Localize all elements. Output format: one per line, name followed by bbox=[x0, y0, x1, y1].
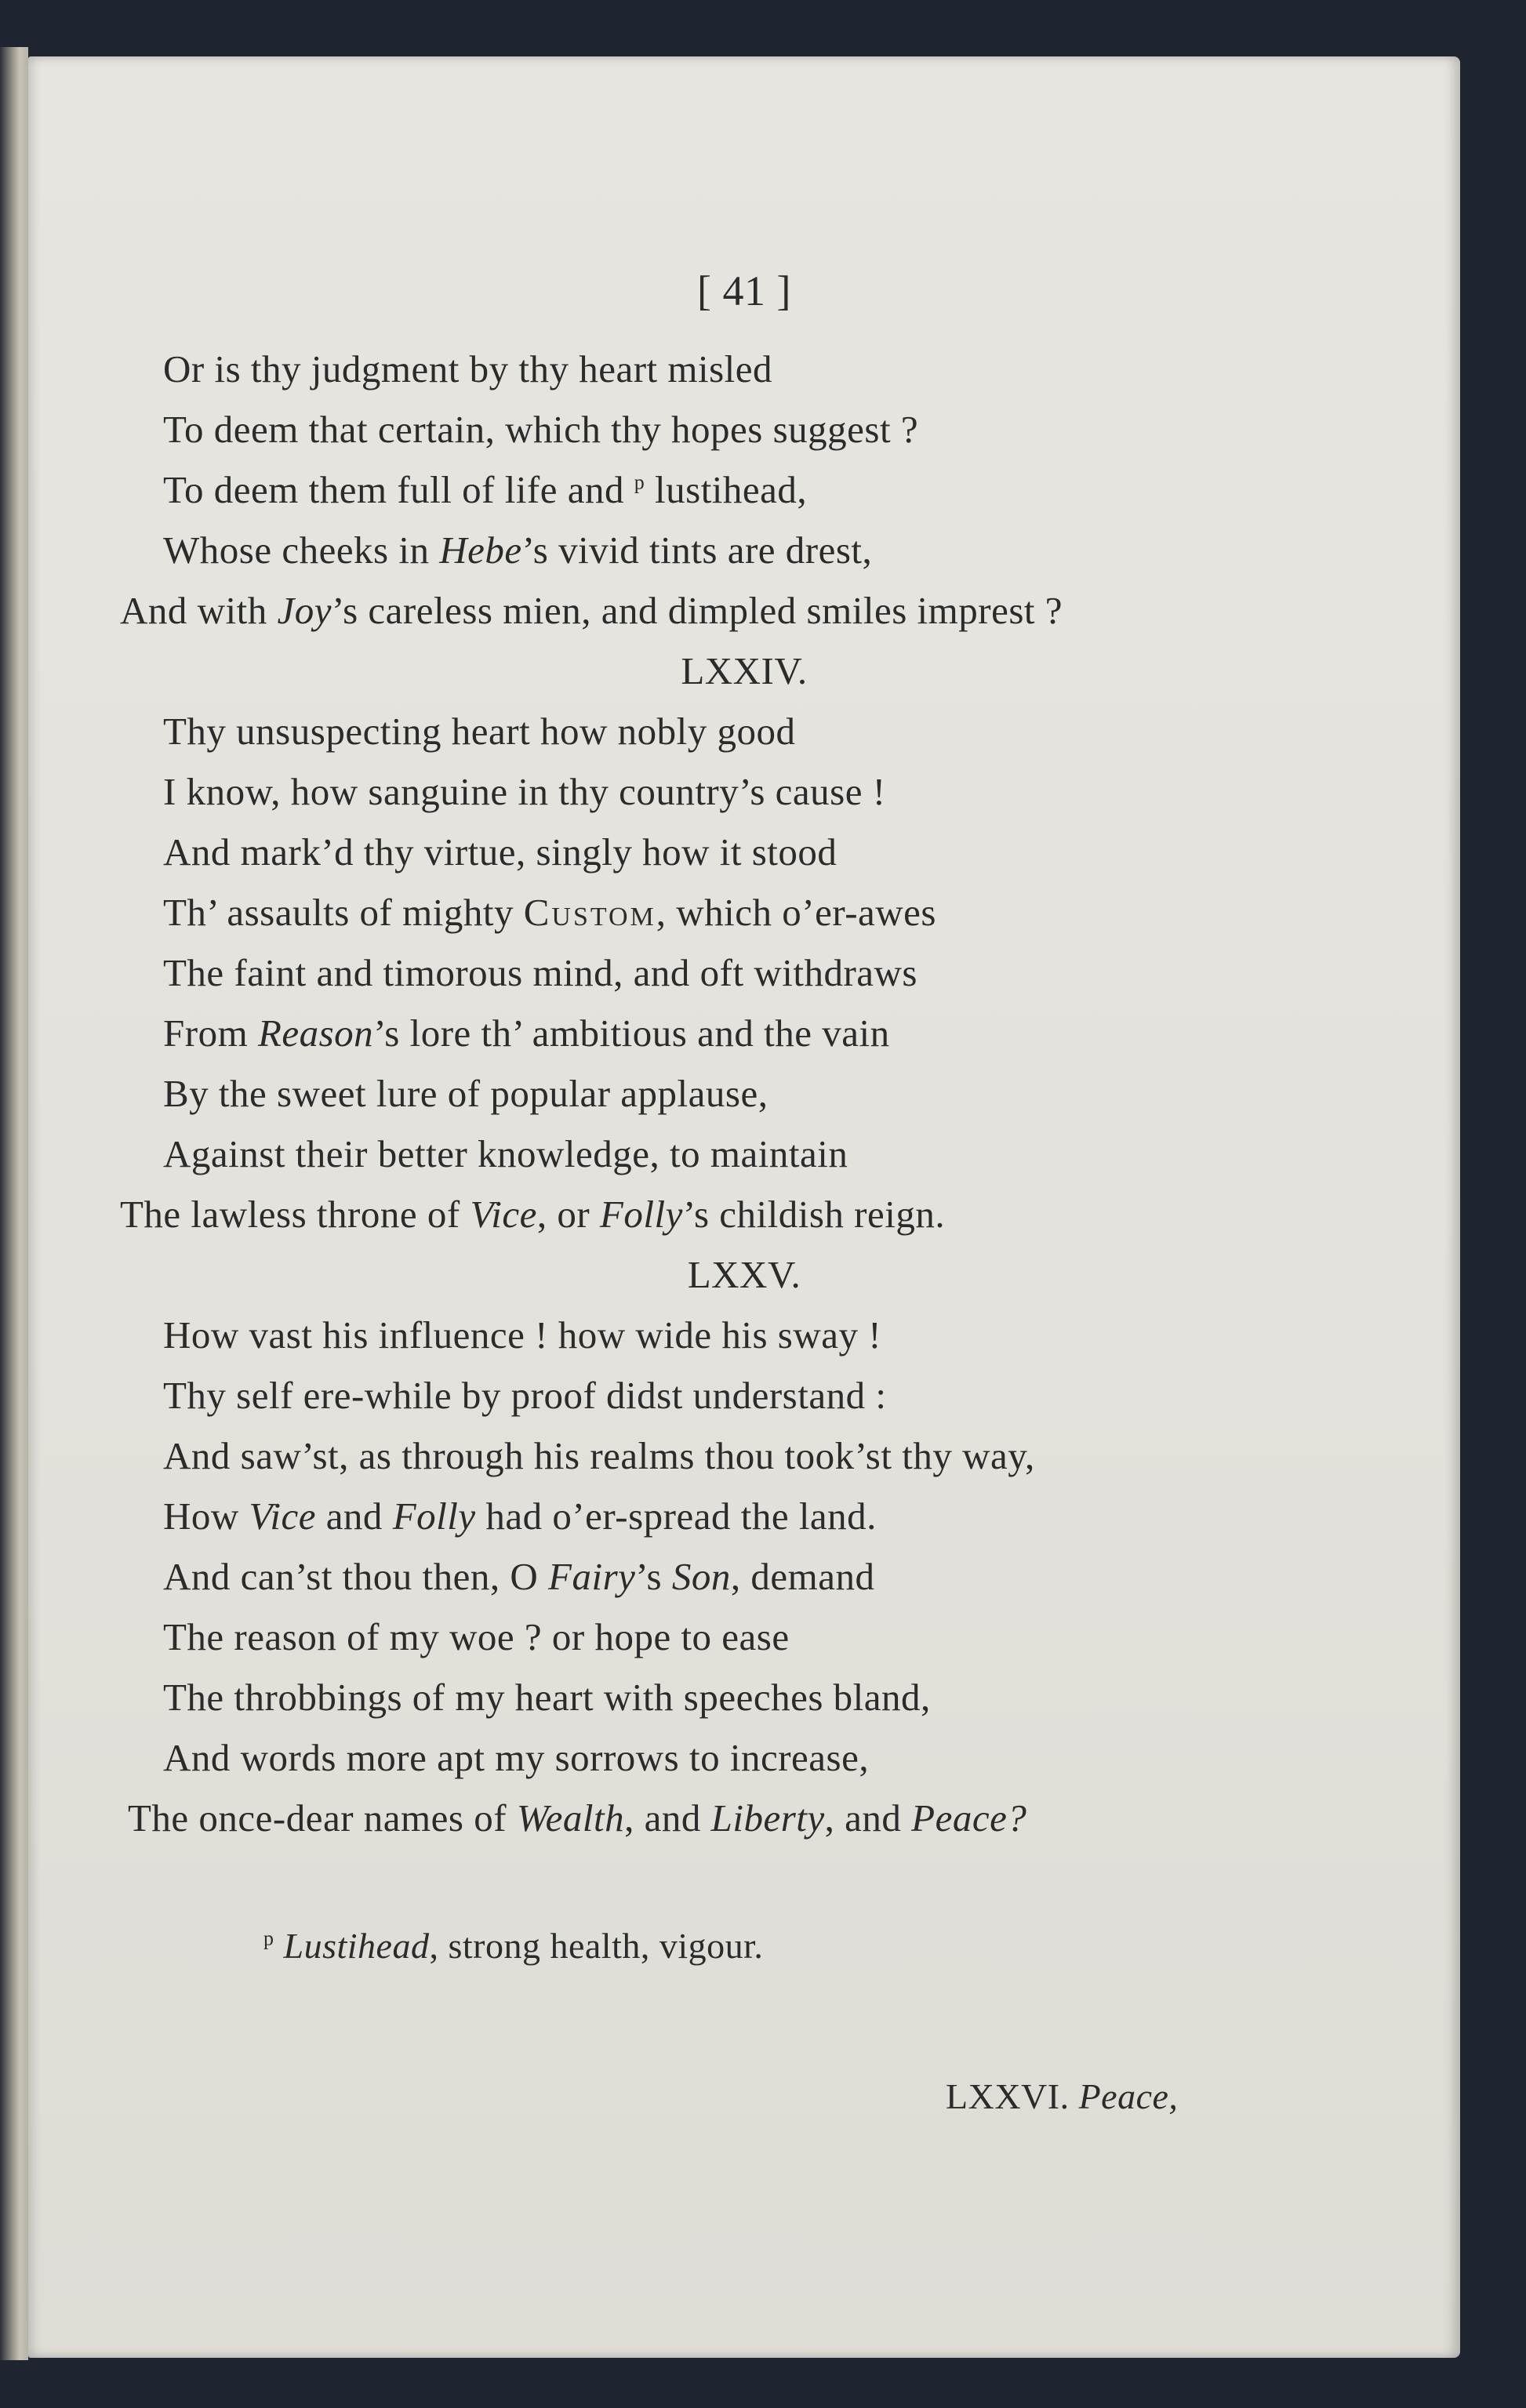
verse-line bbox=[163, 1494, 877, 1538]
verse-text: ’s vivid tints are drest, bbox=[521, 528, 873, 572]
verse-line bbox=[163, 467, 807, 512]
catchword bbox=[946, 2076, 1178, 2117]
catchword-numeral: LXXVI. bbox=[946, 2076, 1070, 2116]
catchword-word: Peace, bbox=[1078, 2076, 1179, 2116]
verse-text: From bbox=[163, 1012, 258, 1055]
book-page bbox=[28, 56, 1460, 2358]
verse-line: Thy unsuspecting heart how nobly good bbox=[163, 710, 796, 753]
verse-text: To deem them full of life and bbox=[163, 468, 634, 511]
footnote-text: , strong health, vigour. bbox=[429, 1926, 764, 1966]
verse-text: lustihead, bbox=[645, 468, 808, 511]
verse-text: ’s bbox=[635, 1555, 672, 1598]
footnote-term: Lustihead bbox=[283, 1926, 430, 1966]
stanza-heading: LXXV. bbox=[687, 1253, 801, 1296]
verse-text: ’s childish reign. bbox=[682, 1193, 946, 1236]
verse-text: , which o’er-awes bbox=[656, 891, 936, 934]
verse-name: Vice bbox=[470, 1193, 537, 1236]
verse-text: Whose cheeks in bbox=[163, 528, 440, 572]
verse-line: Thy self ere-while by proof didst understand : bbox=[163, 1374, 887, 1417]
verse-text: And with bbox=[120, 589, 278, 632]
verse-text: And can’st thou then, O bbox=[163, 1555, 549, 1598]
verse-line: And mark’d thy virtue, singly how it stood bbox=[163, 830, 837, 873]
verse-name: Wealth bbox=[516, 1796, 625, 1840]
footnote-reference-mark: p bbox=[634, 470, 645, 494]
verse-text: How bbox=[163, 1495, 249, 1538]
verse-line: How vast his influence ! how wide his sway ! bbox=[163, 1313, 882, 1357]
page-number: [ 41 ] bbox=[697, 267, 791, 314]
verse-text: ’s lore th’ ambitious and the vain bbox=[373, 1012, 890, 1055]
verse-line: The faint and timorous mind, and oft withdraws bbox=[163, 951, 917, 994]
verse-line: And words more apt my sorrows to increase, bbox=[163, 1736, 870, 1779]
verse-text: had o’er-spread the land. bbox=[475, 1495, 877, 1538]
verse-line bbox=[163, 1011, 890, 1055]
footnote bbox=[263, 1925, 763, 1967]
verse-name: Joy bbox=[277, 589, 332, 632]
verse-line: Or is thy judgment by thy heart misled bbox=[163, 347, 773, 390]
verse-name: Fairy bbox=[548, 1555, 636, 1598]
verse-text: Th’ assaults of mighty bbox=[163, 891, 524, 934]
verse-text: , and bbox=[624, 1796, 711, 1840]
verse-name: Liberty bbox=[710, 1796, 825, 1840]
verse-line bbox=[163, 890, 936, 935]
verse-name: Peace? bbox=[911, 1796, 1027, 1840]
verse-line: And saw’st, as through his realms thou took’st thy way, bbox=[163, 1434, 1035, 1477]
verse-text: ’s careless mien, and dimpled smiles imprest ? bbox=[332, 589, 1063, 632]
verse-name: Folly bbox=[392, 1495, 476, 1538]
verse-text: and bbox=[315, 1495, 393, 1538]
verse-line: I know, how sanguine in thy country’s cause ! bbox=[163, 770, 886, 813]
footnote-mark: p bbox=[263, 1927, 274, 1950]
verse-line: By the sweet lure of popular applause, bbox=[163, 1072, 768, 1115]
verse-line bbox=[163, 1554, 874, 1599]
verse-text: , and bbox=[824, 1796, 912, 1840]
verse-line bbox=[120, 588, 1063, 633]
verse-line: To deem that certain, which thy hopes suggest ? bbox=[163, 408, 919, 451]
verse-line bbox=[120, 1192, 945, 1237]
verse-line bbox=[163, 528, 872, 572]
verse-name: Vice bbox=[249, 1495, 316, 1538]
verse-text: , demand bbox=[730, 1555, 875, 1598]
verse-line bbox=[128, 1796, 1026, 1840]
verse-name: Custom bbox=[523, 891, 656, 934]
verse-name: Reason bbox=[257, 1012, 374, 1055]
verse-text: The once-dear names of bbox=[128, 1796, 517, 1840]
verse-name: Son bbox=[671, 1555, 731, 1598]
verse-text: The lawless throne of bbox=[120, 1193, 471, 1236]
book-spine-edge bbox=[0, 47, 28, 2360]
verse-line: The reason of my woe ? or hope to ease bbox=[163, 1615, 790, 1658]
verse-name: Folly bbox=[599, 1193, 683, 1236]
verse-line: The throbbings of my heart with speeches bland, bbox=[163, 1676, 931, 1719]
stanza-heading: LXXIV. bbox=[681, 649, 808, 692]
verse-line: Against their better knowledge, to maintain bbox=[163, 1132, 848, 1175]
verse-text: , or bbox=[536, 1193, 600, 1236]
verse-name: Hebe bbox=[439, 528, 522, 572]
